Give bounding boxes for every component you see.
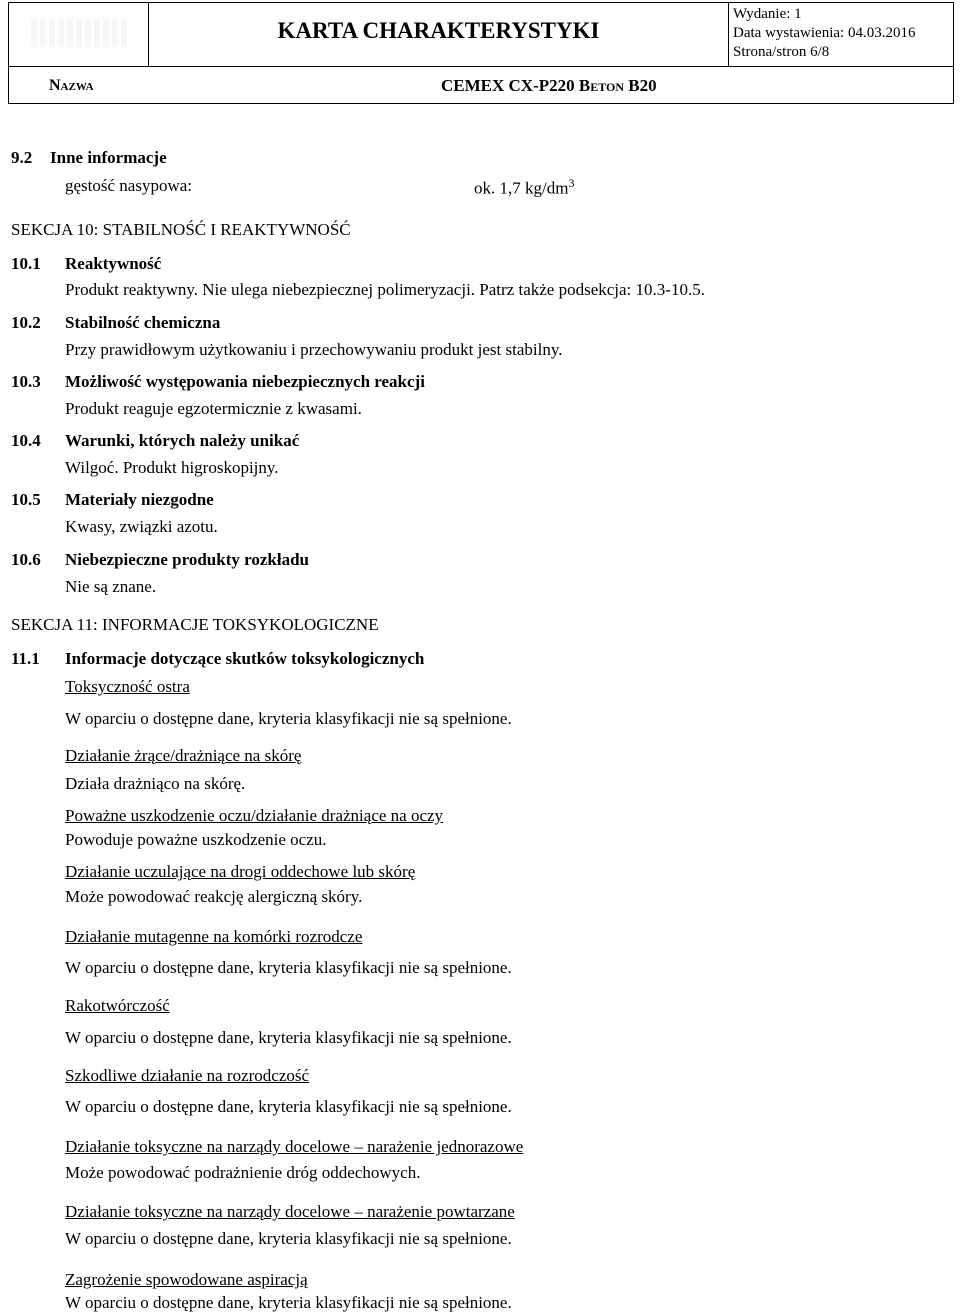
subsection-title: Niebezpieczne produkty rozkładu — [65, 550, 309, 569]
subsection-text: Wilgoć. Produkt higroskopijny. — [65, 458, 279, 477]
tox-heading: Działanie żrące/drażniące na skórę — [65, 746, 302, 765]
name-label: Nazwa — [49, 77, 94, 94]
tox-heading: Poważne uszkodzenie oczu/działanie drażniące na oczy — [65, 806, 444, 825]
tox-heading: Zagrożenie spowodowane aspiracją — [65, 1270, 308, 1289]
tox-heading: Działanie toksyczne na narządy docelowe – narażenie powtarzane — [65, 1202, 515, 1221]
subsection-title: Stabilność chemiczna — [65, 313, 221, 332]
tox-heading: Szkodliwe działanie na rozrodczość — [65, 1066, 310, 1085]
page-number: Strona/stron 6/8 — [733, 44, 830, 60]
subsection-number: 10.4 — [11, 431, 41, 450]
subsection-number: 10.6 — [11, 550, 41, 569]
subsection-number: 10.2 — [11, 313, 41, 332]
product-row — [9, 66, 953, 104]
subsection-title: Reaktywność — [65, 254, 162, 273]
document-meta — [733, 5, 953, 62]
tox-heading: Działanie uczulające na drogi oddechowe lub skórę — [65, 862, 416, 881]
subsection-text: Nie są znane. — [65, 577, 157, 596]
tox-text: W oparciu o dostępne dane, kryteria klasyfikacji nie są spełnione. — [65, 1293, 512, 1312]
tox-heading: Działanie toksyczne na narządy docelowe – narażenie jednorazowe — [65, 1137, 524, 1156]
subsection-title: Warunki, których należy unikać — [65, 431, 300, 450]
subsection-number: 10.3 — [11, 372, 41, 391]
property-value: ok. 1,7 $kg/dm^3$ — [474, 176, 575, 198]
tox-text: W oparciu o dostępne dane, kryteria klasyfikacji nie są spełnione. — [65, 1229, 512, 1248]
subsection-text: Kwasy, związki azotu. — [65, 517, 218, 536]
tox-text: Działa drażniąco na skórę. — [65, 774, 246, 793]
tox-text: W oparciu o dostępne dane, kryteria klasyfikacji nie są spełnione. — [65, 709, 512, 728]
edition: Wydanie: 1 — [733, 6, 802, 22]
subsection-number: 10.1 — [11, 254, 41, 273]
subsection-number: 10.5 — [11, 490, 41, 509]
section-heading: SEKCJA 10: STABILNOŚĆ I REAKTYWNOŚĆ — [11, 220, 351, 239]
subsection-text: Produkt reaktywny. Nie ulega niebezpiecznej polimeryzacji. Patrz także podsekcja: 10.3-10.5. — [65, 280, 705, 299]
issue-date: Data wystawienia: 04.03.2016 — [733, 25, 916, 41]
tox-text: W oparciu o dostępne dane, kryteria klasyfikacji nie są spełnione. — [65, 1028, 512, 1047]
property-label: gęstość nasypowa: — [65, 176, 193, 195]
subsection-title: Informacje dotyczące skutków toksykologicznych — [65, 649, 425, 668]
product-name: CEMEX CX-P220 Beton B20 — [441, 76, 657, 95]
document-title: KARTA CHARAKTERYSTYKI — [149, 3, 729, 66]
subsection-text: Produkt reaguje egzotermicznie z kwasami. — [65, 399, 362, 418]
subsection-title: Inne informacje — [50, 148, 167, 167]
subsection-title: Materiały niezgodne — [65, 490, 214, 509]
company-logo — [9, 3, 149, 66]
document-header — [8, 2, 954, 104]
tox-text: Może powodować podrażnienie dróg oddechowych. — [65, 1163, 421, 1182]
tox-heading: Działanie mutagenne na komórki rozrodcze — [65, 927, 363, 946]
subsection-title: Możliwość występowania niebezpiecznych reakcji — [65, 372, 425, 391]
subsection-text: Przy prawidłowym użytkowaniu i przechowywaniu produkt jest stabilny. — [65, 340, 563, 359]
tox-text: W oparciu o dostępne dane, kryteria klasyfikacji nie są spełnione. — [65, 1097, 512, 1116]
tox-text: W oparciu o dostępne dane, kryteria klasyfikacji nie są spełnione. — [65, 958, 512, 977]
tox-text: Powoduje poważne uszkodzenie oczu. — [65, 830, 327, 849]
section-heading: SEKCJA 11: INFORMACJE TOKSYKOLOGICZNE — [11, 615, 379, 634]
subsection-number: 11.1 — [11, 649, 40, 668]
tox-heading: Toksyczność ostra — [65, 677, 190, 696]
logo-mark-icon — [31, 19, 127, 47]
tox-heading: Rakotwórczość — [65, 996, 170, 1015]
tox-text: Może powodować reakcję alergiczną skóry. — [65, 887, 363, 906]
subsection-number: 9.2 — [11, 148, 33, 167]
